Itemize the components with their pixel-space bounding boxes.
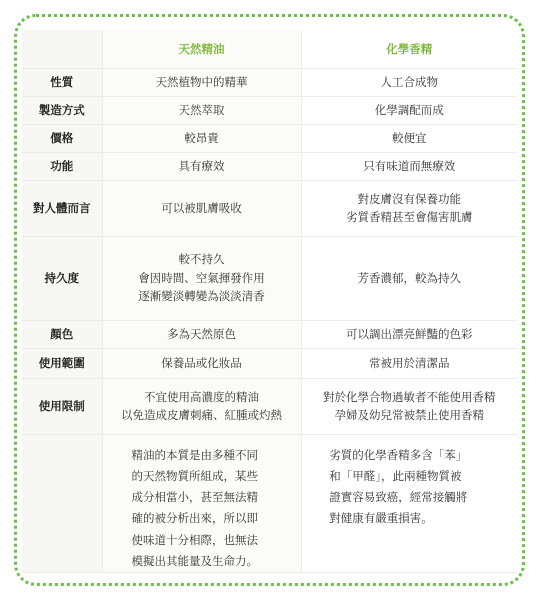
chemical-cell <box>301 68 517 96</box>
header-chemical: 化學香精 <box>301 30 517 68</box>
chemical-cell <box>301 180 517 236</box>
natural-line: 保養品或化妝品 <box>161 355 242 370</box>
row-label: 性質 <box>22 68 102 96</box>
chemical-line: 只有味道而無療效 <box>363 158 456 173</box>
natural-cell <box>102 180 301 236</box>
row-label: 使用限制 <box>22 378 102 434</box>
natural-cell <box>102 348 301 378</box>
natural-cell <box>102 124 301 152</box>
chemical-summary-cell <box>301 434 517 573</box>
summary-line: 劣質的化學香精多含「苯」 <box>329 447 468 462</box>
chemical-cell <box>301 96 517 124</box>
natural-line: 天然萃取 <box>178 102 225 117</box>
natural-line: 不宜使用高濃度的精油 <box>144 389 259 404</box>
table-row <box>22 348 517 378</box>
natural-line: 較不持久 <box>178 252 225 267</box>
row-label: 製造方式 <box>22 96 102 124</box>
natural-cell <box>102 68 301 96</box>
chemical-line: 化學調配而成 <box>374 102 444 117</box>
row-label: 價格 <box>22 124 102 152</box>
natural-cell <box>102 96 301 124</box>
row-label: 對人體而言 <box>22 180 102 236</box>
summary-line: 成分相當小，甚至無法精 <box>131 490 258 505</box>
natural-line: 會因時間、空氣揮發作用 <box>138 270 265 285</box>
natural-line: 多為天然原色 <box>167 326 236 341</box>
table-row <box>22 180 517 236</box>
natural-cell <box>102 378 301 434</box>
table-header-row <box>22 30 517 68</box>
chemical-cell <box>301 320 517 348</box>
chemical-cell <box>301 152 517 180</box>
natural-summary-cell <box>102 434 301 573</box>
natural-line: 可以被肌膚吸收 <box>161 200 242 215</box>
row-label: 功能 <box>22 152 102 180</box>
chemical-line: 劣質香精甚至會傷害肌膚 <box>346 210 473 224</box>
summary-line: 和「甲醛」，此兩種物質被 <box>329 468 462 483</box>
natural-line: 具有療效 <box>178 158 225 173</box>
row-label: 使用範圍 <box>22 348 102 378</box>
table-row <box>22 378 517 434</box>
summary-line: 模擬出其能量及生命力。 <box>131 553 258 568</box>
summary-label <box>22 434 102 573</box>
natural-cell <box>102 320 301 348</box>
natural-line: 較昂貴 <box>184 130 219 145</box>
chemical-line: 孕婦及幼兒常被禁止使用香精 <box>334 408 484 422</box>
chemical-summary <box>329 445 489 530</box>
row-label: 顏色 <box>22 320 102 348</box>
summary-line: 對健康有嚴重損害。 <box>329 511 433 526</box>
comparison-table <box>22 30 517 573</box>
chemical-line: 對於化學合物過敏者不能使用香精 <box>323 389 496 404</box>
natural-line: 天然植物中的精華 <box>155 74 248 89</box>
natural-line: 以免造成皮膚刺痛、紅腫或灼熱 <box>121 408 282 422</box>
table-row <box>22 320 517 348</box>
table-row <box>22 236 517 320</box>
chemical-line: 芳香濃郁，較為持久 <box>357 270 461 285</box>
header-corner <box>22 30 102 68</box>
table-row <box>22 96 517 124</box>
chemical-cell <box>301 236 517 320</box>
chemical-cell <box>301 348 517 378</box>
summary-line: 使味道十分相際，也無法 <box>131 532 258 547</box>
chemical-line: 人工合成物 <box>380 74 438 89</box>
table-row <box>22 68 517 96</box>
natural-cell <box>102 236 301 320</box>
summary-row <box>22 434 517 573</box>
chemical-line: 對皮膚沒有保養功能 <box>357 191 461 206</box>
natural-cell <box>102 152 301 180</box>
summary-line: 證實容易致癌，經常接觸將 <box>329 490 468 505</box>
natural-summary <box>132 445 272 573</box>
natural-line: 逐漸變淡轉變為淡淡清香 <box>138 289 265 304</box>
header-natural: 天然精油 <box>102 30 301 68</box>
chemical-line: 可以調出漂亮鮮豔的色彩 <box>346 326 473 341</box>
chemical-cell <box>301 378 517 434</box>
summary-line: 確的被分析出來，所以即 <box>131 511 258 526</box>
table-row <box>22 152 517 180</box>
chemical-line: 常被用於清潔品 <box>369 355 450 370</box>
summary-line: 精油的本質是由多種不同 <box>131 447 258 462</box>
table-row <box>22 124 517 152</box>
chemical-cell <box>301 124 517 152</box>
row-label: 持久度 <box>22 236 102 320</box>
chemical-line: 較便宜 <box>392 130 427 145</box>
summary-line: 的天然物質所組成，某些 <box>131 468 258 483</box>
